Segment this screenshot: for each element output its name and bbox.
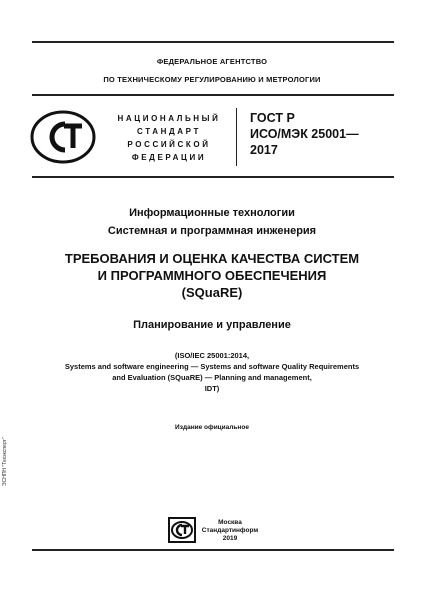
- standard-block-rule: [32, 176, 394, 178]
- subtitle-line2: Системная и программная инженерия: [107, 225, 317, 237]
- header-rule: [32, 94, 394, 96]
- standard-type-line: НАЦИОНАЛЬНЫЙ: [117, 114, 221, 123]
- designation-line: ГОСТ Р: [250, 111, 295, 125]
- standard-designation: [250, 110, 359, 158]
- subtitle-line1: Информационные технологии: [129, 207, 295, 219]
- bottom-rule: [32, 549, 394, 551]
- standard-type-line: ФЕДЕРАЦИИ: [131, 153, 207, 162]
- publication-year: 2019: [222, 535, 238, 542]
- edition-label: Издание официальное: [175, 424, 249, 431]
- standard-type: [110, 112, 228, 164]
- standard-divider: [236, 108, 237, 166]
- part-title: Планирование и управление: [133, 319, 291, 331]
- agency-name-line2: ПО ТЕХНИЧЕСКОМУ РЕГУЛИРОВАНИЮ И МЕТРОЛОГИИ: [103, 75, 321, 84]
- designation-line: 2017: [250, 143, 278, 157]
- english-ref-line3: and Evaluation (SQuaRE) — Planning and management,: [112, 373, 312, 382]
- main-title-line3: (SQuaRE): [181, 285, 243, 300]
- gost-r-emblem-icon: [30, 110, 96, 164]
- designation-line: ИСО/МЭК 25001—: [250, 127, 359, 141]
- publisher-city: Москва: [218, 519, 242, 526]
- english-ref-line4: IDT): [204, 384, 220, 393]
- top-rule: [32, 41, 394, 43]
- agency-name-line1: ФЕДЕРАЛЬНОЕ АГЕНТСТВО: [156, 57, 268, 66]
- english-ref-line2: Systems and software engineering — Systems and software Quality Requirements: [64, 362, 360, 371]
- main-title-line1: ТРЕБОВАНИЯ И ОЦЕНКА КАЧЕСТВА СИСТЕМ: [64, 251, 360, 266]
- publisher-info: [200, 519, 260, 543]
- publisher-name: Стандартинформ: [201, 527, 259, 534]
- standard-type-line: РОССИЙСКОЙ: [127, 140, 211, 149]
- side-note: ЭСНПН "Техэксперт": [2, 437, 8, 486]
- english-ref-line1: (ISO/IEC 25001:2014,: [174, 351, 250, 360]
- standard-type-line: СТАНДАРТ: [137, 127, 201, 136]
- standartinform-logo-icon: [168, 517, 196, 543]
- main-title-line2: И ПРОГРАММНОГО ОБЕСПЕЧЕНИЯ: [97, 268, 327, 283]
